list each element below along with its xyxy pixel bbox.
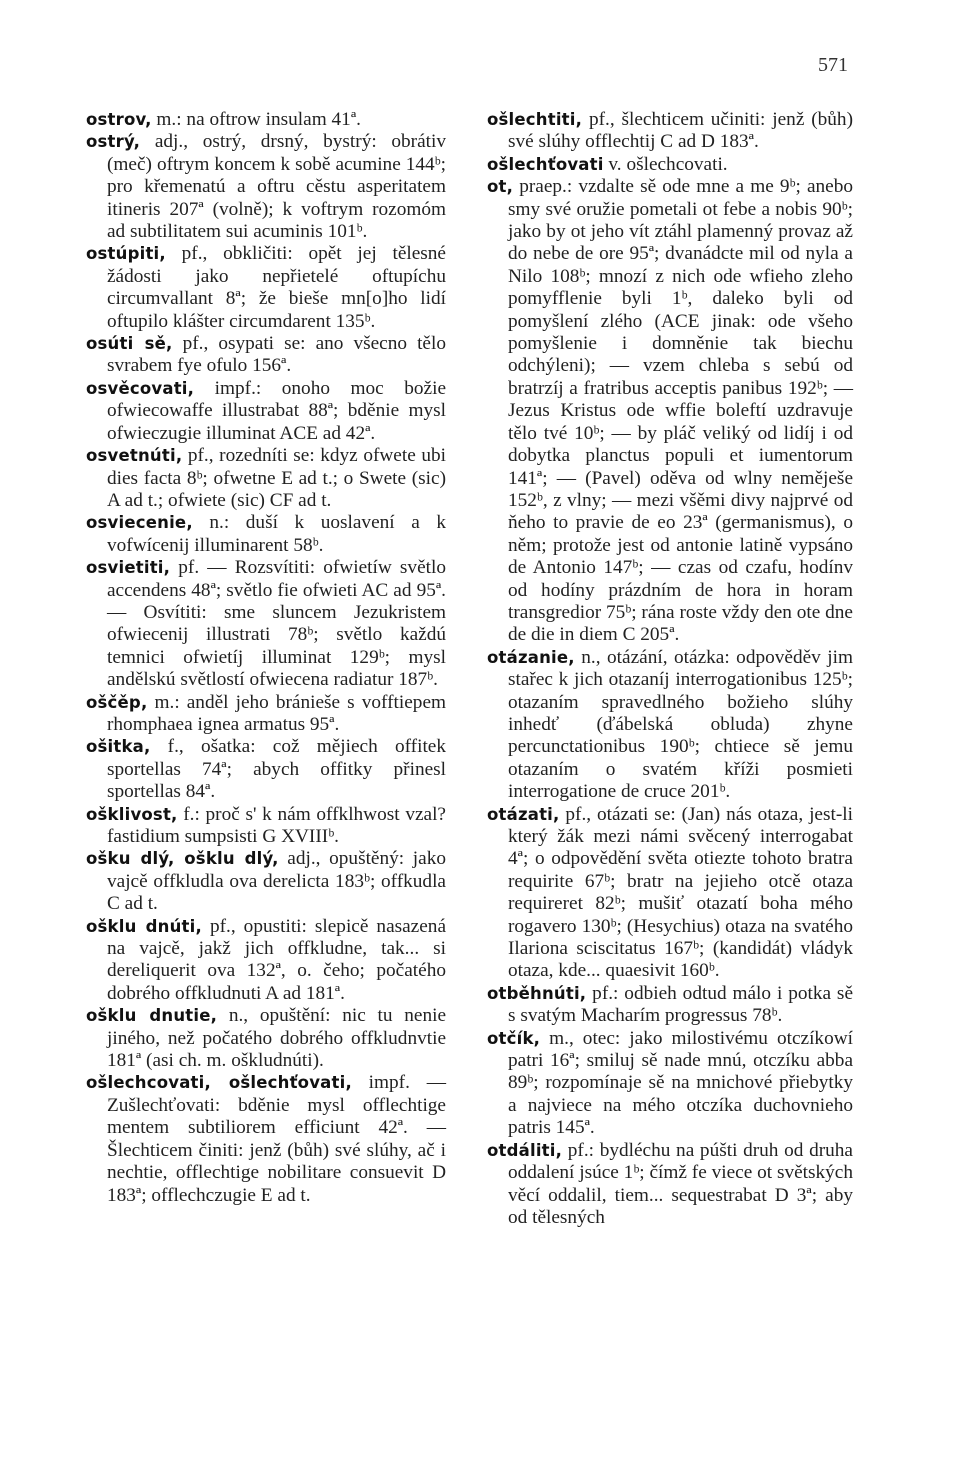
dictionary-entry (487, 804, 853, 983)
headword: ošlechcovati, ošlechťovati, (86, 1073, 352, 1093)
dictionary-entry (487, 983, 853, 1028)
entry-text: pf. — Rozsvítiti: ofwietíw světlo accendens 48ª; světlo fie ofwieti AC ad 95ª. — Osvítiti: sme sluncem Jezukristem ofwiecenij illustrati 78ᵇ; světlo každú temnici ofwietíj illuminat 129ᵇ; mysl andělskú světlostí ofwiecena radiatur 187ᵇ. (107, 557, 446, 691)
headword: ošklu dnutie, (86, 1006, 218, 1026)
dictionary-entry (86, 848, 446, 915)
entry-text: n., opuštění: nic tu nenie jiného, než počatého dobrého offkludnvtie 181ª (asi ch. m. oškludnúti). (107, 1005, 446, 1072)
entry-text: pf.: bydléchu na púšti druh od druha oddalení jsúce 1ᵇ; čímž fe viece ot světských věcí oddalil, tiem... sequestrabat D 3ª; aby od tělesných (508, 1139, 853, 1228)
dictionary-entry (487, 109, 853, 154)
entry-text: m.: anděl jeho bránieše s vofftiepem rhomphaea ignea armatus 95ª. (107, 691, 446, 735)
entry-text: f., ošatka: což mějiech offitek sportellas 74ª; abych offitky přinesl sportellas 84ª. (107, 736, 446, 803)
headword: ostrov, (86, 110, 152, 129)
dictionary-entry (86, 378, 446, 445)
dictionary-entry (487, 1028, 853, 1140)
headword: ošlechťovati (487, 154, 604, 174)
dictionary-entry (86, 804, 446, 849)
right-column (487, 109, 853, 1229)
headword: osúti sě, (86, 334, 173, 354)
dictionary-entry (86, 243, 446, 333)
dictionary-entry (86, 131, 446, 243)
entry-text: pf., rozedníti se: kdyz ofwete ubi dies facta 8ᵇ; ofwetne E ad t.; o Swete (sic) A ad t.; ofwiete (sic) CF ad t. (107, 445, 446, 511)
entry-text: n., otázání, otázka: odpověděv jim stařec k jich otazaníj interrogationibus 125ᵇ; otazaním spravedlného božieho slúhy inhedť (ďábelská obluda) zhyne percunctationibus 190ᵇ; chtiece sě jemu otazaním o svatém kříži posmieti interrogatione de cruce 201ᵇ. (508, 646, 853, 803)
dictionary-entry (86, 692, 446, 737)
dictionary-entry (86, 736, 446, 803)
dictionary-entry (487, 176, 853, 647)
entry-text: impf. — Zušlechťovati: bděnie mysl offlechtige mentem subtiliorem efficiunt 42ª. — Šlechticem činiti: jenž (bůh) své slúhy, ač i nechtie, offlechtige nobilitare consuevit D 183ª; offlechczugie E ad t. (107, 1072, 446, 1206)
dictionary-entry (86, 1072, 446, 1206)
dictionary-entry (86, 557, 446, 691)
headword: osvěcovati, (86, 378, 195, 398)
headword: ostúpiti, (86, 244, 166, 264)
entry-text: pf.: odbieh odtud málo i potka sě s svatým Macharím progressus 78ᵇ. (508, 982, 853, 1027)
entry-text: pf., opustiti: slepicě nasazená na vajcě, jakž jich offkludne, tak... si dereliquerit ova 132ª, o. čeho; počatého dobrého offkludnuti A ad 181ª. (107, 915, 446, 1004)
entry-text: pf., šlechticem učiniti: jenž (bůh) své slúhy offlechtij C ad D 183ª. (508, 109, 853, 153)
headword: osvietiti, (86, 558, 171, 578)
entry-text: n.: duší k uoslavení a k vofwícenij illuminarent 58ᵇ. (107, 512, 446, 556)
entry-text: f.: proč s' k nám offklhwost vzal? fastidium sumpsisti G XVIIIᵇ. (107, 803, 446, 847)
headword: ošklivost, (86, 804, 178, 824)
entry-text: adj., opuštěný: jako vajcě offkludla ova derelicta 183ᵇ; offkudla C ad t. (107, 848, 446, 915)
headword: otčík, (487, 1028, 541, 1048)
headword: ot, (487, 177, 514, 197)
dictionary-entry (487, 1140, 853, 1230)
dictionary-entry (487, 154, 853, 176)
headword: otázanie, (487, 647, 575, 667)
headword: ošklu dnúti, (86, 916, 202, 936)
headword: otázati, (487, 804, 560, 824)
entry-text: pf., otázati se: (Jan) nás otaza, jest-li který žák mezi námi svěcený interrogabat 4ª; o odpovědění světa otiezte tohoto bratra requirite 67ᵇ; bratr na jejieho otcě otaza requireret 82ᵇ; mušiť otazatí boha mého rogavero 130ᵇ; (Hesychius) otaza na svatého Ilariona sciscitatus 167ᵇ; (kandidát) vládyk otaza, kde... quaesivit 160ᵇ. (508, 803, 853, 982)
dictionary-entry (487, 647, 853, 804)
dictionary-entry (86, 333, 446, 378)
entry-text: pf., osypati se: ano všecno tělo svrabem fye ofulo 156ª. (107, 333, 446, 377)
headword: ostrý, (86, 132, 141, 152)
headword: otdáliti, (487, 1140, 563, 1160)
headword: ošlechtiti, (487, 110, 583, 129)
headword: oščěp, (86, 692, 148, 712)
page-number: 571 (818, 54, 848, 76)
left-column (86, 109, 446, 1207)
dictionary-entry (86, 916, 446, 1006)
entry-text: v. ošlechcovati. (603, 153, 728, 175)
headword: ošitka, (86, 737, 151, 757)
entry-text: m., otec: jako milostivému otczíkowí patri 16ª; smiluj sě nade mnú, otczíku abba 89ᵇ; rozpomínaje sě na mnichové přiebytky a najviece na mého otczíka duchovnieho patris 145ª. (508, 1027, 853, 1139)
dictionary-entry (86, 1005, 446, 1072)
entry-text: adj., ostrý, drsný, bystrý: obrátiv (meč) oftrym koncem k sobě acumine 144ᵇ; pro křemenatú a oftru cěstu asperitatem itineris 207ª (volně); k voftrym rozomóm ad subtilitatem sui acuminis 101ᵇ. (107, 131, 446, 243)
entry-text: praep.: vzdalte sě ode mne a me 9ᵇ; anebo smy své oružie pometali ot febe a nobis 90ᵇ; jako by ot jeho vít ztáhl plamenný provaz až do nebe de ore 95ª; dvanádcte mil od nyla a Nilo 108ᵇ; mnozí z nich ode wfieho zleho pomyfflenie byli 1ᵇ, daleko byli od pomyšlení zlého (ACE jinak: ode všeho pomyšlenie i domněnie tak biechu odchýleni); — vzem chleba s sebú od bratrzíj a fratribus acceptis panibus 192ᵇ; — Jezus Kristus ode wffie boleftí uzdravuje tělo tvé 10ᵇ; — by pláč veliký od lidíj i od dobytka planctus populi et iumentorum 141ª; — (Pavel) oděva od wlny neměješe 152ᵇ, z vlny; — mezi všěmi divy najprvé od ňeho to pravie de eo 23ª (germanismus), o něm; protože jest od antonie latině vypsáno de Antonio 147ᵇ; — czas od czafu, hodínv od hodíny prázdním de hora in horam transgredior 75ᵇ; rána roste vždy den ote dne de die in diem C 205ª. (508, 176, 853, 646)
headword: osvetnúti, (86, 446, 183, 466)
headword: ošku dlý, ošklu dlý, (86, 849, 279, 869)
entry-text: m.: na oftrow insulam 41ª. (151, 109, 361, 130)
entry-text: pf., obkličiti: opět jej tělesné žádosti jako nepřietelé oftupíchu circumvallant 8ª; že bieše mn[o]ho lidí oftupilo klášter circumdarent 135ᵇ. (107, 243, 446, 332)
dictionary-entry (86, 109, 446, 131)
headword: otběhnúti, (487, 983, 587, 1003)
dictionary-entry (86, 512, 446, 557)
entry-text: impf.: onoho moc božie ofwiecowaffe illustrabat 88ª; bděnie mysl ofwieczugie illuminat ACE ad 42ª. (107, 377, 446, 444)
headword: osviecenie, (86, 513, 193, 533)
dictionary-entry (86, 445, 446, 512)
